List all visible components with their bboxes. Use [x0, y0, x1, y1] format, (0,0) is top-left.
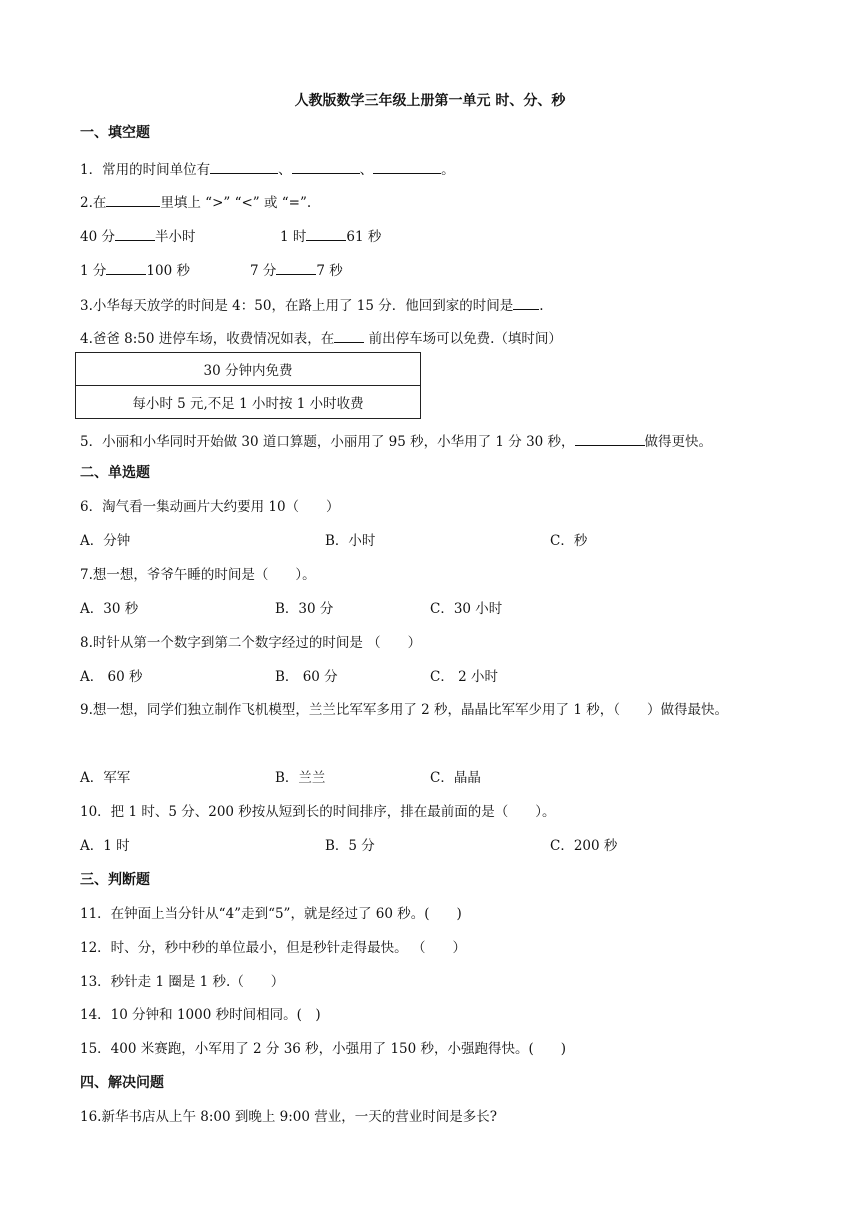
- option-a[interactable]: A．1 时: [80, 838, 130, 854]
- section-heading-single-choice: 二、单选题: [80, 465, 150, 481]
- answer-blank[interactable]: [513, 295, 539, 310]
- answer-blank[interactable]: [106, 192, 160, 207]
- question-2: 2.在 里填上 “>” “<” 或 “=”.: [80, 192, 311, 212]
- answer-blank[interactable]: [210, 159, 278, 174]
- question-15: 15．400 米赛跑，小军用了 2 分 36 秒，小强用了 150 秒，小强跑得快。( ): [80, 1041, 567, 1057]
- question-6: 6．淘气看一集动画片大约要用 10（ ）: [80, 499, 340, 515]
- question-16: 16.新华书店从上午 8:00 到晚上 9:00 营业，一天的营业时间是多长?: [80, 1109, 498, 1125]
- question-3: 3.小华每天放学的时间是 4：50，在路上用了 15 分．他回到家的时间是 .: [80, 295, 544, 315]
- section-heading-fill-blank: 一、填空题: [80, 125, 150, 141]
- question-7: 7.想一想，爷爷午睡的时间是（ ）。: [80, 567, 316, 583]
- question-12: 12．时、分，秒中秒的单位最小，但是秒针走得最快。 （ ）: [80, 940, 466, 956]
- option-c[interactable]: C．晶晶: [430, 770, 481, 786]
- parking-fee-table: [75, 352, 421, 419]
- question-2-item: 1 分 100 秒: [80, 260, 190, 280]
- answer-blank[interactable]: [276, 260, 316, 275]
- fee-table-cell: 每小时 5 元,不足 1 小时按 1 小时收费: [76, 386, 421, 419]
- option-b[interactable]: B．30 分: [275, 601, 334, 617]
- page-title: 人教版数学三年级上册第一单元 时、分、秒: [294, 93, 566, 109]
- option-c[interactable]: C．200 秒: [550, 838, 618, 854]
- option-a[interactable]: A．分钟: [80, 533, 131, 549]
- question-2-item: 40 分 半小时: [80, 226, 195, 246]
- question-8: 8.时针从第一个数字到第二个数字经过的时间是 （ ）: [80, 635, 422, 651]
- option-b[interactable]: B．兰兰: [275, 770, 326, 786]
- option-c[interactable]: C．30 小时: [430, 601, 503, 617]
- question-11: 11．在钟面上当分针从“4”走到“5”，就是经过了 60 秒。( ): [80, 906, 462, 922]
- question-13: 13．秒针走 1 圈是 1 秒.（ ）: [80, 974, 285, 990]
- answer-blank[interactable]: [106, 260, 146, 275]
- answer-blank[interactable]: [334, 328, 364, 343]
- answer-blank[interactable]: [373, 159, 441, 174]
- question-4: 4.爸爸 8:50 进停车场，收费情况如表，在 前出停车场可以免费.（填时间）: [80, 328, 562, 348]
- question-10: 10．把 1 时、5 分、200 秒按从短到长的时间排序，排在最前面的是（ ）。: [80, 804, 556, 820]
- option-c[interactable]: C． 2 小时: [430, 669, 499, 685]
- answer-blank[interactable]: [292, 159, 360, 174]
- option-b[interactable]: B． 60 分: [275, 669, 338, 685]
- answer-blank[interactable]: [575, 431, 645, 446]
- question-14: 14．10 分钟和 1000 秒时间相同。( ): [80, 1007, 321, 1023]
- question-2-item: 7 分 7 秒: [250, 260, 343, 280]
- question-5: 5．小丽和小华同时开始做 30 道口算题，小丽用了 95 秒，小华用了 1 分 30 秒， 做得更快。: [80, 431, 712, 451]
- option-a[interactable]: A．军军: [80, 770, 131, 786]
- question-2-item: 1 时 61 秒: [280, 226, 381, 246]
- section-heading-true-false: 三、判断题: [80, 872, 150, 888]
- question-9: 9.想一想，同学们独立制作飞机模型，兰兰比军军多用了 2 秒，晶晶比军军少用了 1 秒，（ ）做得最快。: [80, 702, 728, 718]
- answer-blank[interactable]: [115, 226, 155, 241]
- answer-blank[interactable]: [306, 226, 346, 241]
- option-c[interactable]: C．秒: [550, 533, 588, 549]
- option-b[interactable]: B．小时: [325, 533, 376, 549]
- fee-table-cell: 30 分钟内免费: [76, 353, 421, 386]
- section-heading-problem-solving: 四、解决问题: [80, 1075, 164, 1091]
- option-a[interactable]: A． 60 秒: [80, 669, 143, 685]
- option-b[interactable]: B．5 分: [325, 838, 375, 854]
- option-a[interactable]: A．30 秒: [80, 601, 139, 617]
- question-1: 1．常用的时间单位有 、 、 。: [80, 159, 455, 179]
